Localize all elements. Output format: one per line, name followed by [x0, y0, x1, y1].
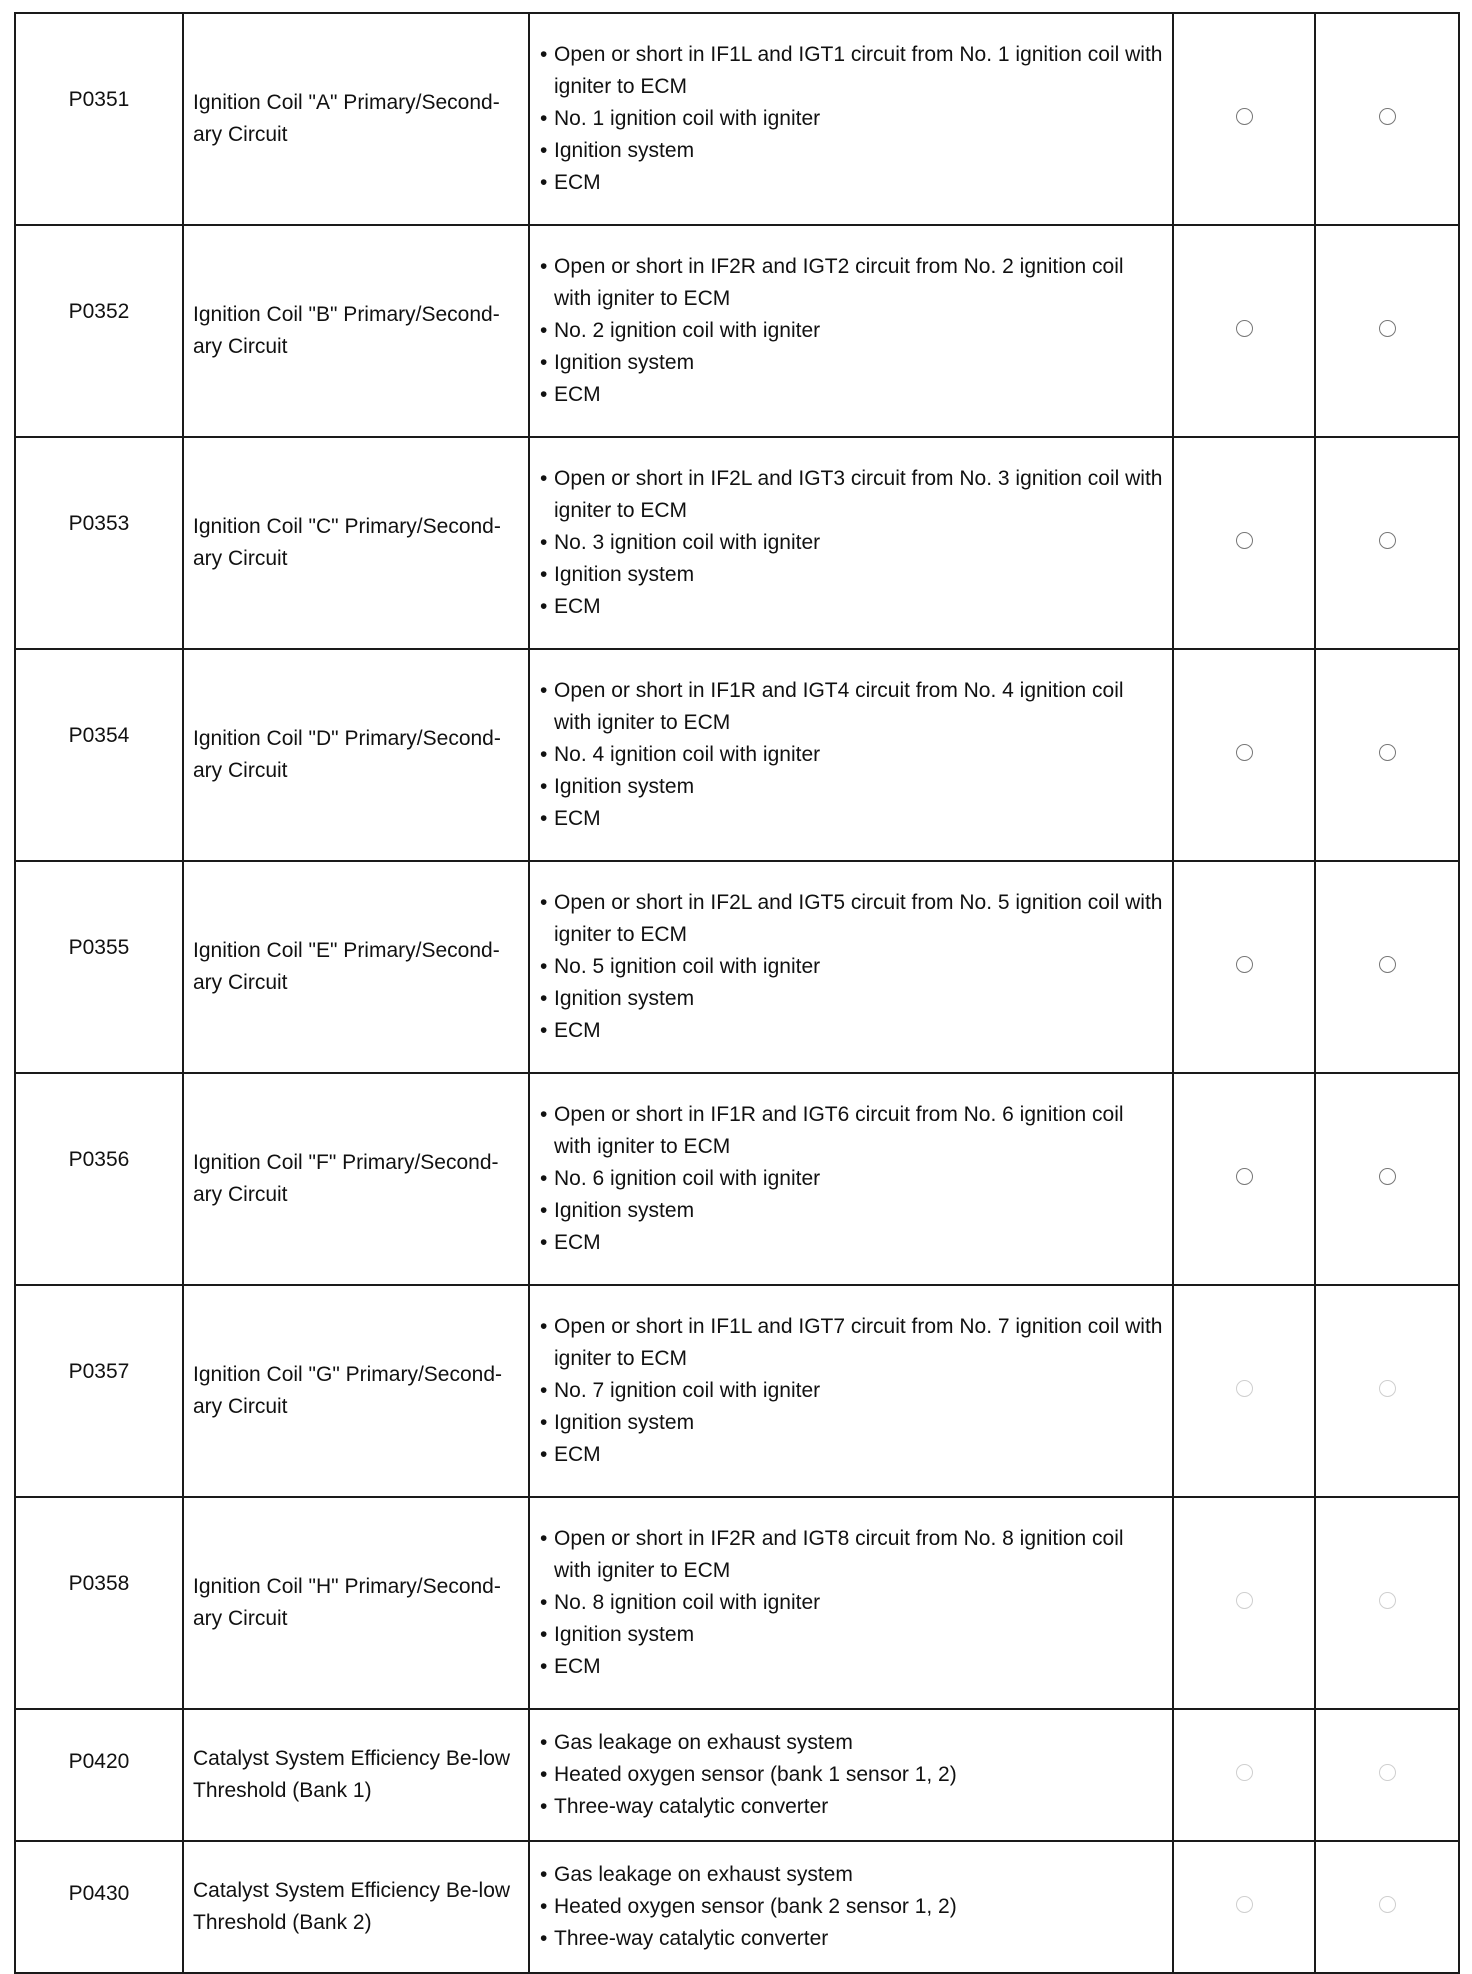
trouble-area-item: • Gas leakage on exhaust system [540, 1859, 1166, 1891]
trouble-area-item: • Heated oxygen sensor (bank 1 sensor 1, 2) [540, 1759, 1166, 1791]
memory-cell [1315, 1841, 1459, 1973]
dtc-code: P0351 [15, 13, 183, 225]
detection-item: Catalyst System Efficiency Be-low Threshold (Bank 2) [193, 1879, 511, 1934]
trouble-area-list [540, 39, 1166, 199]
dtc-code: P0358 [15, 1497, 183, 1709]
circle-mark-icon [1379, 744, 1396, 761]
memory-cell [1315, 1073, 1459, 1285]
detection-item: Ignition Coil "E" Primary/Second-ary Circuit [193, 939, 500, 994]
trouble-area-list [540, 1311, 1166, 1471]
mil-cell [1173, 649, 1315, 861]
table-row [15, 649, 1459, 861]
memory-cell [1315, 649, 1459, 861]
trouble-area-list [540, 251, 1166, 411]
trouble-area-item: • ECM [540, 1651, 1166, 1683]
trouble-area-cell [529, 1497, 1173, 1709]
dtc-table [14, 12, 1460, 1974]
dtc-code: P0354 [15, 649, 183, 861]
detection-item: Ignition Coil "D" Primary/Second-ary Circuit [193, 727, 501, 782]
trouble-area-item: • Three-way catalytic converter [540, 1791, 1166, 1823]
trouble-area-item: • Three-way catalytic converter [540, 1923, 1166, 1955]
memory-cell [1315, 1497, 1459, 1709]
dtc-code: P0357 [15, 1285, 183, 1497]
mil-cell [1173, 1285, 1315, 1497]
circle-mark-icon [1236, 1764, 1253, 1781]
dtc-code: P0430 [15, 1841, 183, 1973]
detection-item-cell [183, 1073, 529, 1285]
trouble-area-cell [529, 1285, 1173, 1497]
trouble-area-item: • ECM [540, 1227, 1166, 1259]
mil-cell [1173, 437, 1315, 649]
trouble-area-item: • Open or short in IF2R and IGT2 circuit from No. 2 ignition coil with igniter to ECM [540, 251, 1166, 315]
trouble-area-item: • No. 6 ignition coil with igniter [540, 1163, 1166, 1195]
trouble-area-list [540, 1099, 1166, 1259]
table-row [15, 1841, 1459, 1973]
trouble-area-item: • Heated oxygen sensor (bank 2 sensor 1, 2) [540, 1891, 1166, 1923]
trouble-area-item: • Open or short in IF2L and IGT5 circuit from No. 5 ignition coil with igniter to ECM [540, 887, 1166, 951]
trouble-area-cell [529, 649, 1173, 861]
detection-item-cell [183, 1285, 529, 1497]
circle-mark-icon [1236, 1592, 1253, 1609]
detection-item-cell [183, 437, 529, 649]
memory-cell [1315, 437, 1459, 649]
detection-item: Ignition Coil "F" Primary/Second-ary Circuit [193, 1151, 499, 1206]
dtc-table-body [15, 13, 1459, 1973]
trouble-area-cell [529, 437, 1173, 649]
circle-mark-icon [1236, 532, 1253, 549]
trouble-area-item: • No. 2 ignition coil with igniter [540, 315, 1166, 347]
detection-item-cell [183, 13, 529, 225]
detection-item: Catalyst System Efficiency Be-low Threshold (Bank 1) [193, 1747, 511, 1802]
trouble-area-item: • No. 7 ignition coil with igniter [540, 1375, 1166, 1407]
table-row [15, 1497, 1459, 1709]
circle-mark-icon [1379, 956, 1396, 973]
trouble-area-item: • Ignition system [540, 1407, 1166, 1439]
trouble-area-item: • ECM [540, 379, 1166, 411]
detection-item-cell [183, 649, 529, 861]
trouble-area-list [540, 1727, 1166, 1823]
mil-cell [1173, 1497, 1315, 1709]
trouble-area-list [540, 1859, 1166, 1955]
circle-mark-icon [1379, 1764, 1396, 1781]
trouble-area-cell [529, 861, 1173, 1073]
dtc-code: P0356 [15, 1073, 183, 1285]
circle-mark-icon [1236, 1168, 1253, 1185]
trouble-area-item: • No. 8 ignition coil with igniter [540, 1587, 1166, 1619]
detection-item-cell [183, 1709, 529, 1841]
mil-cell [1173, 13, 1315, 225]
circle-mark-icon [1379, 320, 1396, 337]
memory-cell [1315, 1285, 1459, 1497]
table-row [15, 1073, 1459, 1285]
trouble-area-item: • Open or short in IF1L and IGT1 circuit from No. 1 ignition coil with igniter to ECM [540, 39, 1166, 103]
detection-item-cell [183, 1841, 529, 1973]
trouble-area-cell [529, 1841, 1173, 1973]
table-row [15, 1285, 1459, 1497]
trouble-area-item: • Open or short in IF2R and IGT8 circuit from No. 8 ignition coil with igniter to ECM [540, 1523, 1166, 1587]
detection-item-cell [183, 1497, 529, 1709]
trouble-area-item: • Open or short in IF2L and IGT3 circuit from No. 3 ignition coil with igniter to ECM [540, 463, 1166, 527]
circle-mark-icon [1379, 1380, 1396, 1397]
dtc-code: P0355 [15, 861, 183, 1073]
circle-mark-icon [1236, 744, 1253, 761]
trouble-area-list [540, 463, 1166, 623]
circle-mark-icon [1236, 108, 1253, 125]
trouble-area-item: • No. 4 ignition coil with igniter [540, 739, 1166, 771]
trouble-area-item: • Open or short in IF1R and IGT6 circuit from No. 6 ignition coil with igniter to ECM [540, 1099, 1166, 1163]
detection-item: Ignition Coil "G" Primary/Second-ary Circuit [193, 1363, 503, 1418]
trouble-area-cell [529, 13, 1173, 225]
table-row [15, 1709, 1459, 1841]
trouble-area-item: • Ignition system [540, 1619, 1166, 1651]
mil-cell [1173, 225, 1315, 437]
trouble-area-cell [529, 1709, 1173, 1841]
trouble-area-item: • Ignition system [540, 1195, 1166, 1227]
mil-cell [1173, 1709, 1315, 1841]
detection-item: Ignition Coil "H" Primary/Second-ary Circuit [193, 1575, 501, 1630]
circle-mark-icon [1379, 1168, 1396, 1185]
dtc-code: P0420 [15, 1709, 183, 1841]
circle-mark-icon [1236, 956, 1253, 973]
mil-cell [1173, 861, 1315, 1073]
circle-mark-icon [1379, 1896, 1396, 1913]
memory-cell [1315, 1709, 1459, 1841]
memory-cell [1315, 13, 1459, 225]
detection-item-cell [183, 225, 529, 437]
table-row [15, 437, 1459, 649]
trouble-area-item: • ECM [540, 803, 1166, 835]
mil-cell [1173, 1073, 1315, 1285]
trouble-area-item: • Ignition system [540, 347, 1166, 379]
detection-item: Ignition Coil "B" Primary/Second-ary Circuit [193, 303, 500, 358]
detection-item: Ignition Coil "A" Primary/Second-ary Circuit [193, 91, 500, 146]
trouble-area-item: • Open or short in IF1R and IGT4 circuit from No. 4 ignition coil with igniter to ECM [540, 675, 1166, 739]
trouble-area-item: • ECM [540, 1015, 1166, 1047]
trouble-area-item: • No. 5 ignition coil with igniter [540, 951, 1166, 983]
table-row [15, 13, 1459, 225]
dtc-code: P0353 [15, 437, 183, 649]
circle-mark-icon [1379, 532, 1396, 549]
memory-cell [1315, 225, 1459, 437]
circle-mark-icon [1236, 320, 1253, 337]
trouble-area-cell [529, 1073, 1173, 1285]
trouble-area-item: • No. 1 ignition coil with igniter [540, 103, 1166, 135]
mil-cell [1173, 1841, 1315, 1973]
detection-item-cell [183, 861, 529, 1073]
table-row [15, 225, 1459, 437]
trouble-area-item: • No. 3 ignition coil with igniter [540, 527, 1166, 559]
trouble-area-list [540, 1523, 1166, 1683]
trouble-area-item: • Ignition system [540, 983, 1166, 1015]
table-row [15, 861, 1459, 1073]
trouble-area-item: • ECM [540, 591, 1166, 623]
dtc-code: P0352 [15, 225, 183, 437]
trouble-area-item: • Ignition system [540, 559, 1166, 591]
trouble-area-item: • Ignition system [540, 771, 1166, 803]
trouble-area-item: • ECM [540, 167, 1166, 199]
trouble-area-list [540, 887, 1166, 1047]
circle-mark-icon [1379, 108, 1396, 125]
trouble-area-cell [529, 225, 1173, 437]
detection-item: Ignition Coil "C" Primary/Second-ary Circuit [193, 515, 501, 570]
trouble-area-item: • Gas leakage on exhaust system [540, 1727, 1166, 1759]
memory-cell [1315, 861, 1459, 1073]
trouble-area-item: • ECM [540, 1439, 1166, 1471]
trouble-area-item: • Open or short in IF1L and IGT7 circuit from No. 7 ignition coil with igniter to ECM [540, 1311, 1166, 1375]
trouble-area-item: • Ignition system [540, 135, 1166, 167]
circle-mark-icon [1236, 1380, 1253, 1397]
circle-mark-icon [1236, 1896, 1253, 1913]
circle-mark-icon [1379, 1592, 1396, 1609]
trouble-area-list [540, 675, 1166, 835]
